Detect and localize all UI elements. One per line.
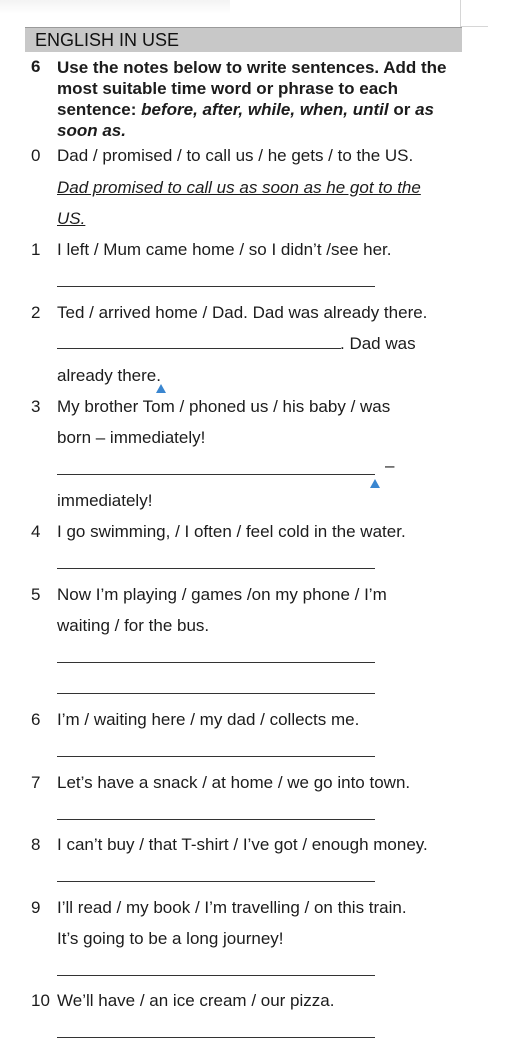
item-prompt: Ted / arrived home / Dad. Dad was already there.: [57, 303, 428, 322]
instruction-text: Use the notes below to write sentences. Add the most suitable time word or phrase to each sentence:: [57, 58, 447, 119]
item-number: 7: [31, 773, 41, 792]
page-corner-line: [460, 26, 488, 27]
item-prompt: We’ll have / an ice cream / our pizza.: [57, 991, 335, 1010]
answer-line[interactable]: [57, 474, 375, 475]
item-prompt: I’ll read / my book / I’m travelling / on this train.: [57, 898, 407, 917]
item-prompt-line2: waiting / for the bus.: [57, 616, 210, 635]
item-number: 4: [31, 522, 41, 541]
answer-line[interactable]: [57, 819, 375, 820]
section-header: [25, 27, 462, 52]
instruction-or: or: [393, 100, 411, 119]
answer-line[interactable]: [57, 693, 375, 694]
section-title: ENGLISH IN USE: [35, 30, 180, 50]
item-number: 6: [31, 710, 41, 729]
item-number: 8: [31, 835, 41, 854]
answer-line[interactable]: [57, 286, 375, 287]
after-blank-text: . Dad was: [340, 334, 416, 353]
item-prompt-line2: It’s going to be a long journey!: [57, 929, 284, 948]
item-number: 2: [31, 303, 41, 322]
answer-line[interactable]: [57, 568, 375, 569]
item-number: 5: [31, 585, 41, 604]
answer-line[interactable]: [57, 756, 375, 757]
cursor-marker-icon: [156, 384, 166, 393]
example-answer-line2: US.: [57, 209, 86, 228]
answer-line[interactable]: [57, 881, 375, 882]
item-prompt-line2: born – immediately!: [57, 428, 206, 447]
page-corner-line: [460, 0, 461, 27]
example-prompt: Dad / promised / to call us / he gets / to the US.: [57, 146, 414, 165]
after-blank-text: –: [385, 456, 395, 475]
item-prompt: I go swimming, / I often / feel cold in the water.: [57, 522, 406, 541]
item-prompt: Now I’m playing / games /on my phone / I’m: [57, 585, 387, 604]
item-number: 1: [31, 240, 41, 259]
item-continuation: immediately!: [57, 491, 153, 510]
exercise-instruction: [57, 57, 467, 141]
item-prompt: I left / Mum came home / so I didn’t /see her.: [57, 240, 392, 259]
answer-line[interactable]: [57, 348, 341, 349]
page-edge-shadow: [0, 0, 230, 14]
answer-line[interactable]: [57, 662, 375, 663]
cursor-marker-icon: [370, 479, 380, 488]
example-answer-line1: Dad promised to call us as soon as he got to the: [57, 178, 421, 197]
item-number: 9: [31, 898, 41, 917]
item-prompt: My brother Tom / phoned us / his baby / was: [57, 397, 391, 416]
answer-line[interactable]: [57, 1037, 375, 1038]
item-prompt: I’m / waiting here / my dad / collects me.: [57, 710, 360, 729]
exercise-number: 6: [31, 57, 41, 76]
item-continuation: already there.: [57, 366, 161, 385]
instruction-last-word: as soon as.: [57, 100, 434, 140]
item-number: 10: [31, 991, 50, 1010]
item-prompt: I can’t buy / that T-shirt / I’ve got / enough money.: [57, 835, 428, 854]
item-prompt: Let’s have a snack / at home / we go into town.: [57, 773, 411, 792]
answer-line[interactable]: [57, 975, 375, 976]
instruction-time-words: before, after, while, when, until: [141, 100, 389, 119]
item-number: 3: [31, 397, 41, 416]
example-number: 0: [31, 146, 41, 165]
